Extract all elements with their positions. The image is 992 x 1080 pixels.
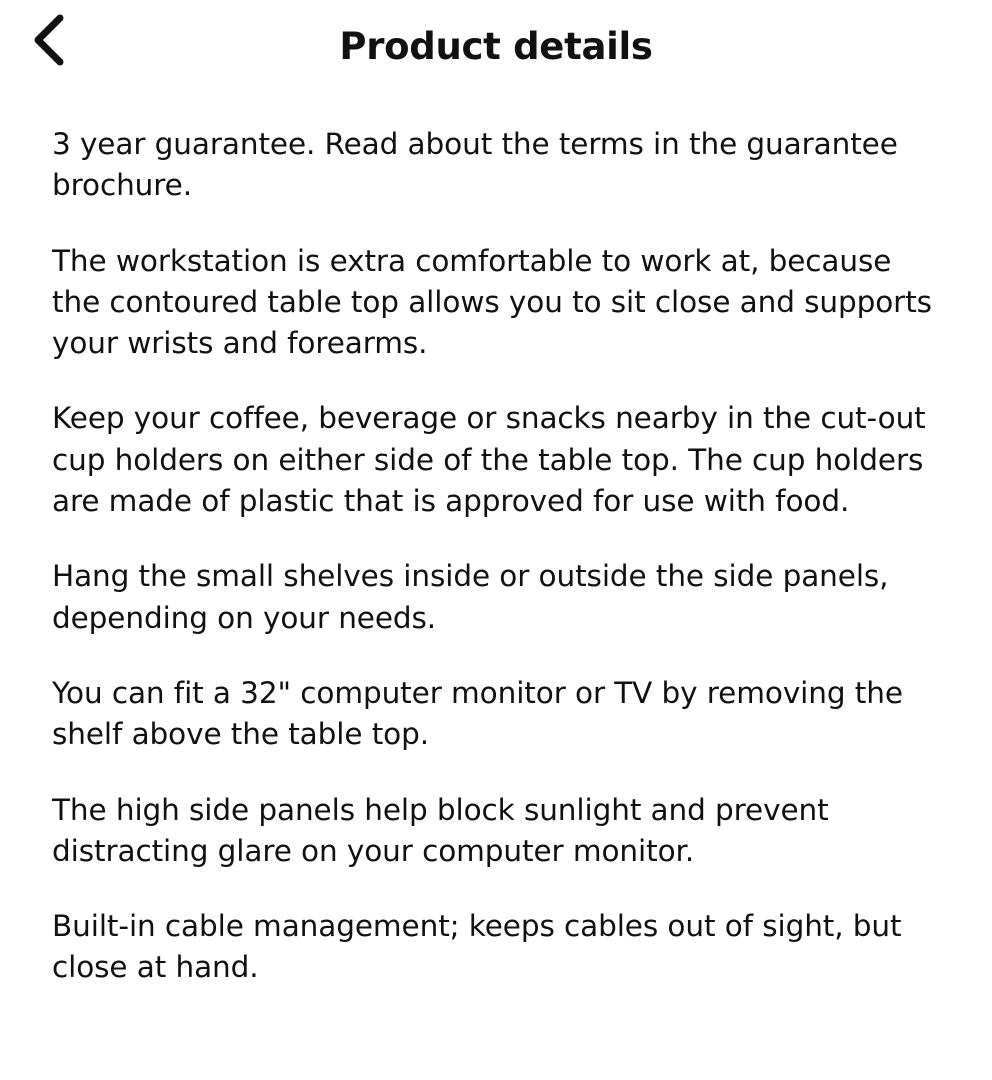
page-header bbox=[0, 0, 992, 88]
details-paragraph: Built-in cable management; keeps cables out of sight, but close at hand. bbox=[52, 909, 902, 985]
details-paragraph: Hang the small shelves inside or outside the side panels, depending on your needs. bbox=[52, 559, 889, 635]
details-paragraph: The high side panels help block sunlight and prevent distracting glare on your computer monitor. bbox=[52, 792, 829, 868]
details-paragraph: Keep your coffee, beverage or snacks nearby in the cut-out cup holders on either side of the table top. The cup holders are made of plastic that is approved for use with food. bbox=[52, 401, 926, 519]
details-paragraph: You can fit a 32" computer monitor or TV by removing the shelf above the table top. bbox=[52, 675, 903, 752]
page-title: Product details bbox=[339, 24, 653, 68]
back-button[interactable] bbox=[18, 8, 82, 72]
chevron-left-icon bbox=[30, 14, 70, 66]
details-paragraph: 3 year guarantee. Read about the terms in the guarantee brochure. bbox=[52, 127, 898, 203]
details-paragraph: The workstation is extra comfortable to work at, because the contoured table top allows you to sit close and supports your wrists and forearms. bbox=[52, 243, 932, 361]
product-details-body bbox=[0, 88, 992, 989]
